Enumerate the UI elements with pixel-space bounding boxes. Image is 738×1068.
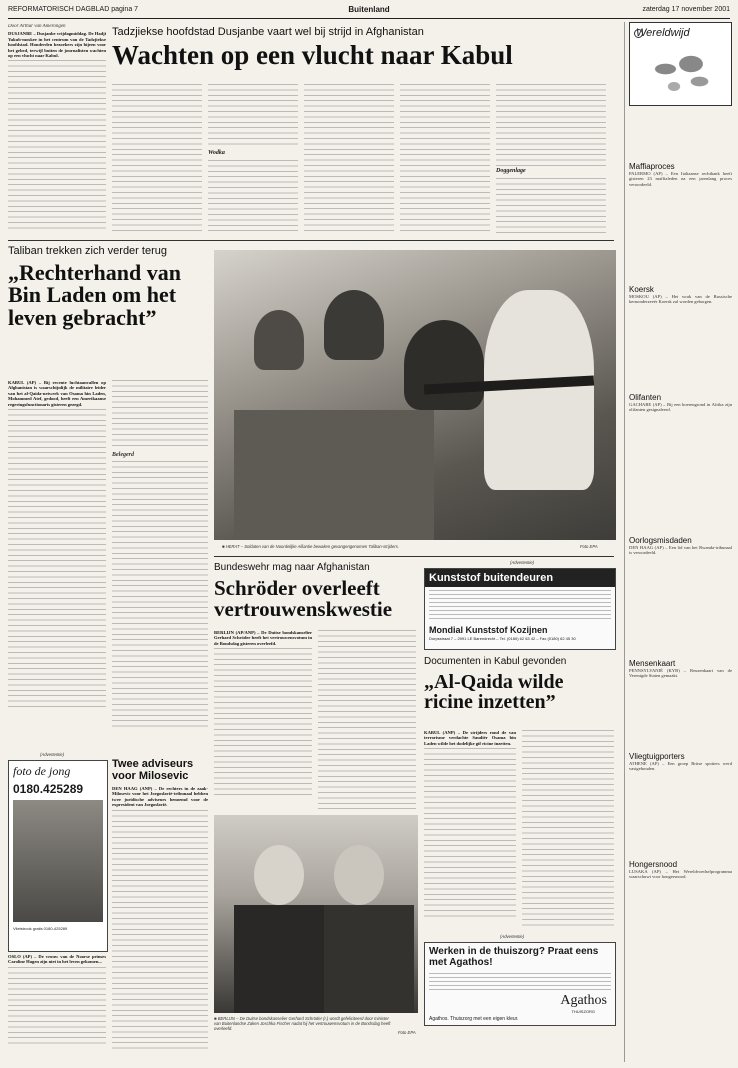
story2-text-col-2: [112, 380, 208, 740]
ad-kozijn-address: Dorpsstraat 7 – 2991 LE Barendrecht – Tel. (0180) 62 63 42 – Fax (0180) 62 45 30: [429, 636, 576, 641]
story2-text-col-1: [8, 380, 106, 740]
sidebar-item-text: PALERMO (AP) – Een Italiaanse rechtbank heeft gisteren 23 maffialeden na een jarenlang proces veroordeeld.: [629, 171, 732, 187]
story1-lead: DUSJANBE – Dusjanbe vrijdagmiddag. De Hadji Yakub-moskee in het centrum van de Tadzjiekse hoofdstad. Honderden bezoekers zijn bijeen voor het gebed, terwijl buiten de journalisten wachten op een vlucht naar Kabul.: [8, 31, 106, 59]
sidebar-item-1: [629, 285, 732, 389]
sidebar-header-box: [629, 22, 732, 106]
globe-icon: [634, 29, 643, 38]
story3-credit: Foto EPA: [398, 1030, 416, 1035]
story5-text-col-2: [522, 730, 614, 930]
story2-body-1: [8, 409, 106, 709]
story5-body-1: [424, 748, 516, 918]
ad-foto-de-jong[interactable]: [8, 760, 108, 952]
ad-agathos[interactable]: [424, 942, 616, 1026]
story4-kicker: Twee adviseurs voor Milosevic: [112, 758, 194, 782]
story2-caption: ■ HERAT – Soldaten van de Noordelijke Alliantie bewaken gevangengenomen Taliban-strijders.: [222, 544, 399, 549]
sidebar-wereldwijd: [624, 22, 732, 1062]
story4-body: [112, 810, 208, 1050]
ad-kozijnen[interactable]: [424, 568, 616, 650]
story2-kicker: Taliban trekken zich verder terug: [8, 245, 167, 257]
ad-label-kozijn: (Advertentie): [510, 560, 534, 565]
ad-foto-title: foto de jong: [13, 764, 71, 778]
story3-text-col-1: [214, 630, 312, 810]
sidebar-item-4: [629, 659, 732, 748]
story1-body: [112, 84, 612, 234]
section-rule-1: [8, 240, 614, 241]
story4-text: [112, 786, 208, 1062]
ad-agathos-body: [429, 973, 611, 991]
header-paper-name: REFORMATORISCH DAGBLAD pagina 7: [8, 6, 139, 13]
world-map-icon: [640, 49, 725, 99]
sidebar-item-text: GACHARE (AP) – Bij een boerengrond in Afrika zijn olifanten gesignaleerd.: [629, 402, 732, 413]
story3-text-col-2: [318, 630, 416, 810]
sidebar-item-6: [629, 860, 732, 959]
story5-text-col-1: [424, 730, 516, 930]
story3-body-1: [214, 648, 312, 798]
story5-kicker: Documenten in Kabul gevonden: [424, 656, 567, 667]
story2-credit: Foto EPA: [580, 544, 598, 549]
sidebar-item-3: [629, 536, 732, 655]
ad-agathos-slogan: Agathos. Thuiszorg met een eigen kleur.: [429, 1016, 519, 1022]
ad-label-foto: (Advertentie): [40, 752, 64, 757]
story1-col-2b: [208, 160, 298, 234]
story1-col-4: [400, 84, 490, 234]
header-section: Buitenland: [348, 5, 390, 14]
ad-foto-footer: Vlietstrook gratis 0180-425289: [13, 926, 68, 931]
story1-kicker: Tadzjiekse hoofdstad Dusjanbe vaart wel bij strijd in Afghanistan: [112, 26, 424, 38]
story1-col-3: [304, 84, 394, 234]
story1-col-5: [496, 84, 606, 166]
ad-label-agathos: (Advertentie): [500, 934, 524, 939]
story2-body-2b: [112, 461, 208, 731]
sidebar-item-0: [629, 162, 732, 281]
sidebar-item-head: Vliegtuigporters: [629, 752, 685, 761]
sidebar-item-text: PENNSYLVANIË (KYB) – Reuzenkaart van de Verenigde Staten gemaakt.: [629, 668, 732, 679]
story4-lead: DEN HAAG (ANP) – De rechters in de zaak-Milosevic voor het Joegoslavië-tribunaal hebben twee juridische adviseurs benoemd voor de expresident van Joegoslavië.: [112, 786, 208, 808]
story2-lead: KABUL (AP) – Bij recente luchtaanvallen op Afghanistan is waarschijnlijk de militaire leider van het al-Qaida-netwerk van Osama bin Laden, Mohammed Atef, gedood, heeft een Amerikaanse regeringsfunctionaris gisteren gezegd.: [8, 380, 106, 407]
story3-lead: BERLIJN (AP/ANP) – De Duitse bondskanselier Gerhard Schröder heeft het vertrouwensvotum in de Bondsdag gisteren overleefd.: [214, 630, 312, 646]
oslo-lead: OSLO (AP) – De vrouw van de Noorse prinses Caroline Hagen zijn niet in het leven gekomen...: [8, 954, 106, 965]
story5-lead: KABUL (ANP) – De strijders rond de van terrorisme verdachte Saudiër Osama bin Laden wilde het dodelijke gif ricine inzetten.: [424, 730, 516, 746]
sidebar-title: Wereldwijd: [636, 27, 690, 39]
sidebar-item-head: Oorlogsmisdaden: [629, 536, 692, 545]
section-rule-2: [214, 556, 614, 557]
sidebar-item-head: Olifanten: [629, 393, 662, 402]
sidebar-item-head: Mensenkaart: [629, 659, 676, 668]
story1-col-1: [112, 84, 202, 234]
story1-body-text: [8, 60, 106, 230]
ad-agathos-sub: THUISZORG: [571, 1009, 595, 1014]
story1-byline: Door Arthur van Amerongen: [8, 24, 66, 29]
sidebar-item-head: Maffiaproces: [629, 162, 675, 171]
story1-subhead-doggenlage: Doggenlage: [496, 168, 526, 174]
oslo-body: [8, 967, 106, 1047]
story2-body-2a: [112, 380, 208, 450]
story5-headline: „Al-Qaida wilde ricine inzetten”: [424, 671, 564, 714]
story1-col-2: [208, 84, 298, 146]
story1-subhead-wodka: Wodka: [208, 150, 225, 156]
sidebar-item-text: DEN HAAG (AP) – Een lid van het Rwanda-tribunaal is veroordeeld.: [629, 545, 732, 556]
story1-headline: Wachten op een vlucht naar Kabul: [112, 40, 513, 70]
header-date: zaterdag 17 november 2001: [642, 6, 730, 13]
story3-headline: Schröder overleeft vertrouwenskwestie: [214, 576, 393, 622]
story1-lead-column: [8, 24, 106, 234]
story1-col-5b: [496, 178, 606, 234]
story3-kicker: Bundeswehr mag naar Afghanistan: [214, 562, 370, 573]
sidebar-item-text: MOSKOU (AP) – Het wrak van de Russische kernonderzeeër Koersk zal worden geborgen.: [629, 294, 732, 305]
ad-kozijn-title: Kunststof buitendeuren: [425, 569, 615, 587]
ad-kozijn-body: [429, 590, 611, 622]
ad-foto-phone: 0180.425289: [13, 782, 84, 796]
sidebar-item-head: Koersk: [629, 285, 654, 294]
ad-agathos-logo: Agathos: [560, 993, 607, 1008]
page-header: [8, 4, 730, 19]
oslo-story: [8, 954, 106, 1062]
sidebar-item-2: [629, 393, 732, 532]
story2-headline: „Rechterhand van Bin Laden om het leven gebracht”: [8, 260, 181, 330]
story3-caption: ■ BERLIJN – De Duitse bondskanselier Gerhard Schröder (r.) wordt gefeliciteerd door minister van Buitenlandse Zaken Joschka Fischer nadat hij het vertrouwensvotum in de Bondsdag heeft overleefd.: [214, 1016, 391, 1031]
story3-photo-schroeder: [214, 815, 418, 1013]
sidebar-item-text: LUSAKA (AP) – Het Wereldvoedselprogramma waarschuwt voor hongersnood.: [629, 869, 732, 880]
story2-subhead: Belegerd: [112, 452, 134, 458]
ad-foto-image: [13, 800, 103, 922]
ad-kozijn-brand: Mondial Kunststof Kozijnen: [429, 625, 548, 635]
ad-agathos-title: Werken in de thuiszorg? Praat eens met Agathos!: [429, 946, 599, 968]
sidebar-item-text: ATHENE (AP) – Een groep Britse spotters werd vastgehouden.: [629, 761, 732, 772]
sidebar-item-head: Hongersnood: [629, 860, 678, 869]
story2-photo-soldiers: [214, 250, 616, 540]
sidebar-item-5: [629, 752, 732, 856]
